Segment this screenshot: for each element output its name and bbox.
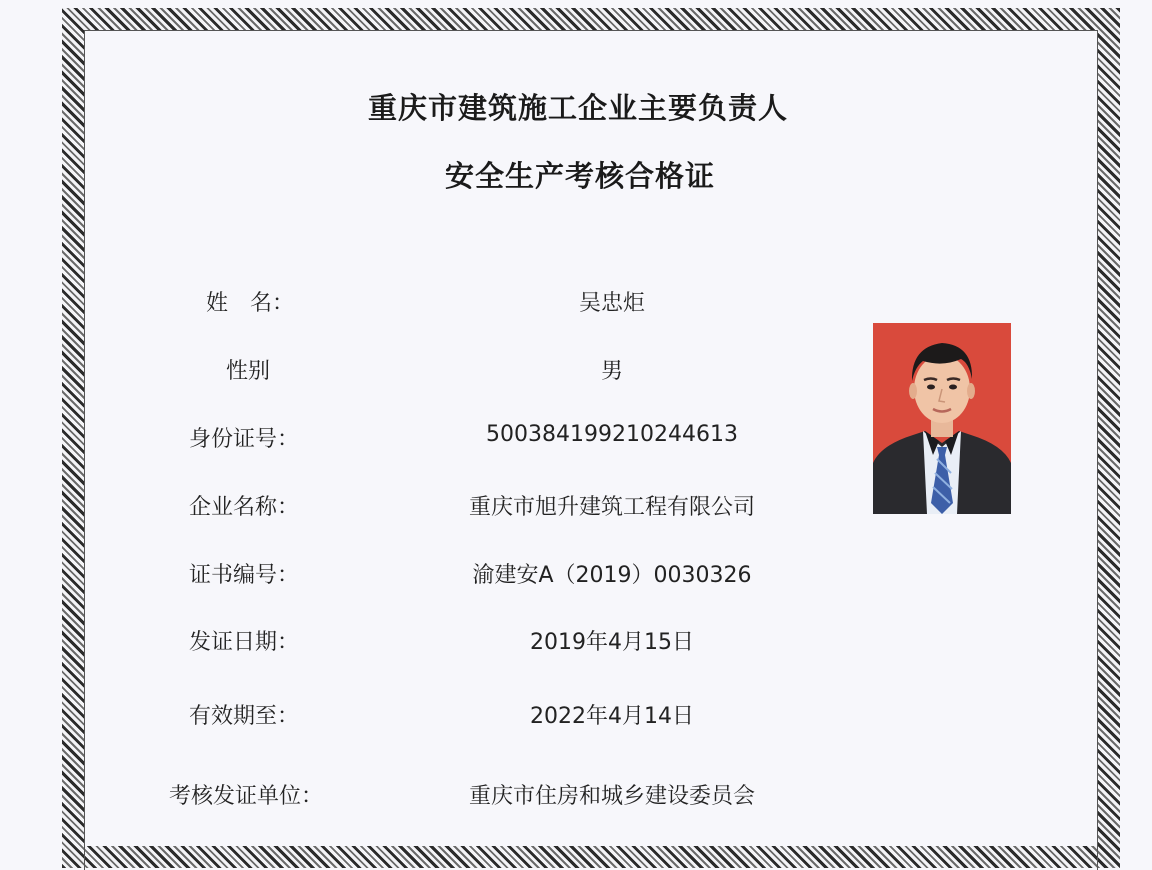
field-row-name [0, 286, 1152, 320]
portrait-illustration [873, 323, 1011, 514]
field-label-cert-number: 证书编号： [188, 563, 299, 588]
field-value-issuing-authority: 重庆市住房和城乡建设委员会 [468, 784, 755, 809]
field-label-issuing-authority: 考核发证单位： [168, 784, 323, 809]
field-value-valid-until: 2022年4月14日 [530, 704, 694, 729]
field-value-issue-date: 2019年4月15日 [530, 630, 694, 655]
field-label-name: 姓 名： [205, 291, 294, 316]
field-value-company: 重庆市旭升建筑工程有限公司 [468, 495, 755, 520]
field-label-issue-date: 发证日期： [188, 630, 299, 655]
field-value-cert-number: 渝建安A（2019）0030326 [472, 563, 752, 588]
field-row-issuing-authority [0, 779, 1152, 813]
field-label-company: 企业名称： [188, 495, 299, 520]
field-row-issue-date [0, 625, 1152, 659]
field-value-id-number: 500384199210244613 [486, 422, 738, 447]
id-photo [873, 323, 1011, 514]
certificate-subtitle: 安全生产考核合格证 [444, 159, 715, 193]
field-label-gender: 性别 [225, 359, 270, 384]
field-value-name: 吴忠炬 [578, 291, 645, 316]
field-row-valid-until [0, 699, 1152, 733]
field-label-id-number: 身份证号： [188, 427, 299, 452]
field-value-gender: 男 [600, 359, 623, 384]
field-row-cert-number [0, 558, 1152, 592]
certificate-title: 重庆市建筑施工企业主要负责人 [367, 91, 788, 125]
field-label-valid-until: 有效期至： [188, 704, 299, 729]
